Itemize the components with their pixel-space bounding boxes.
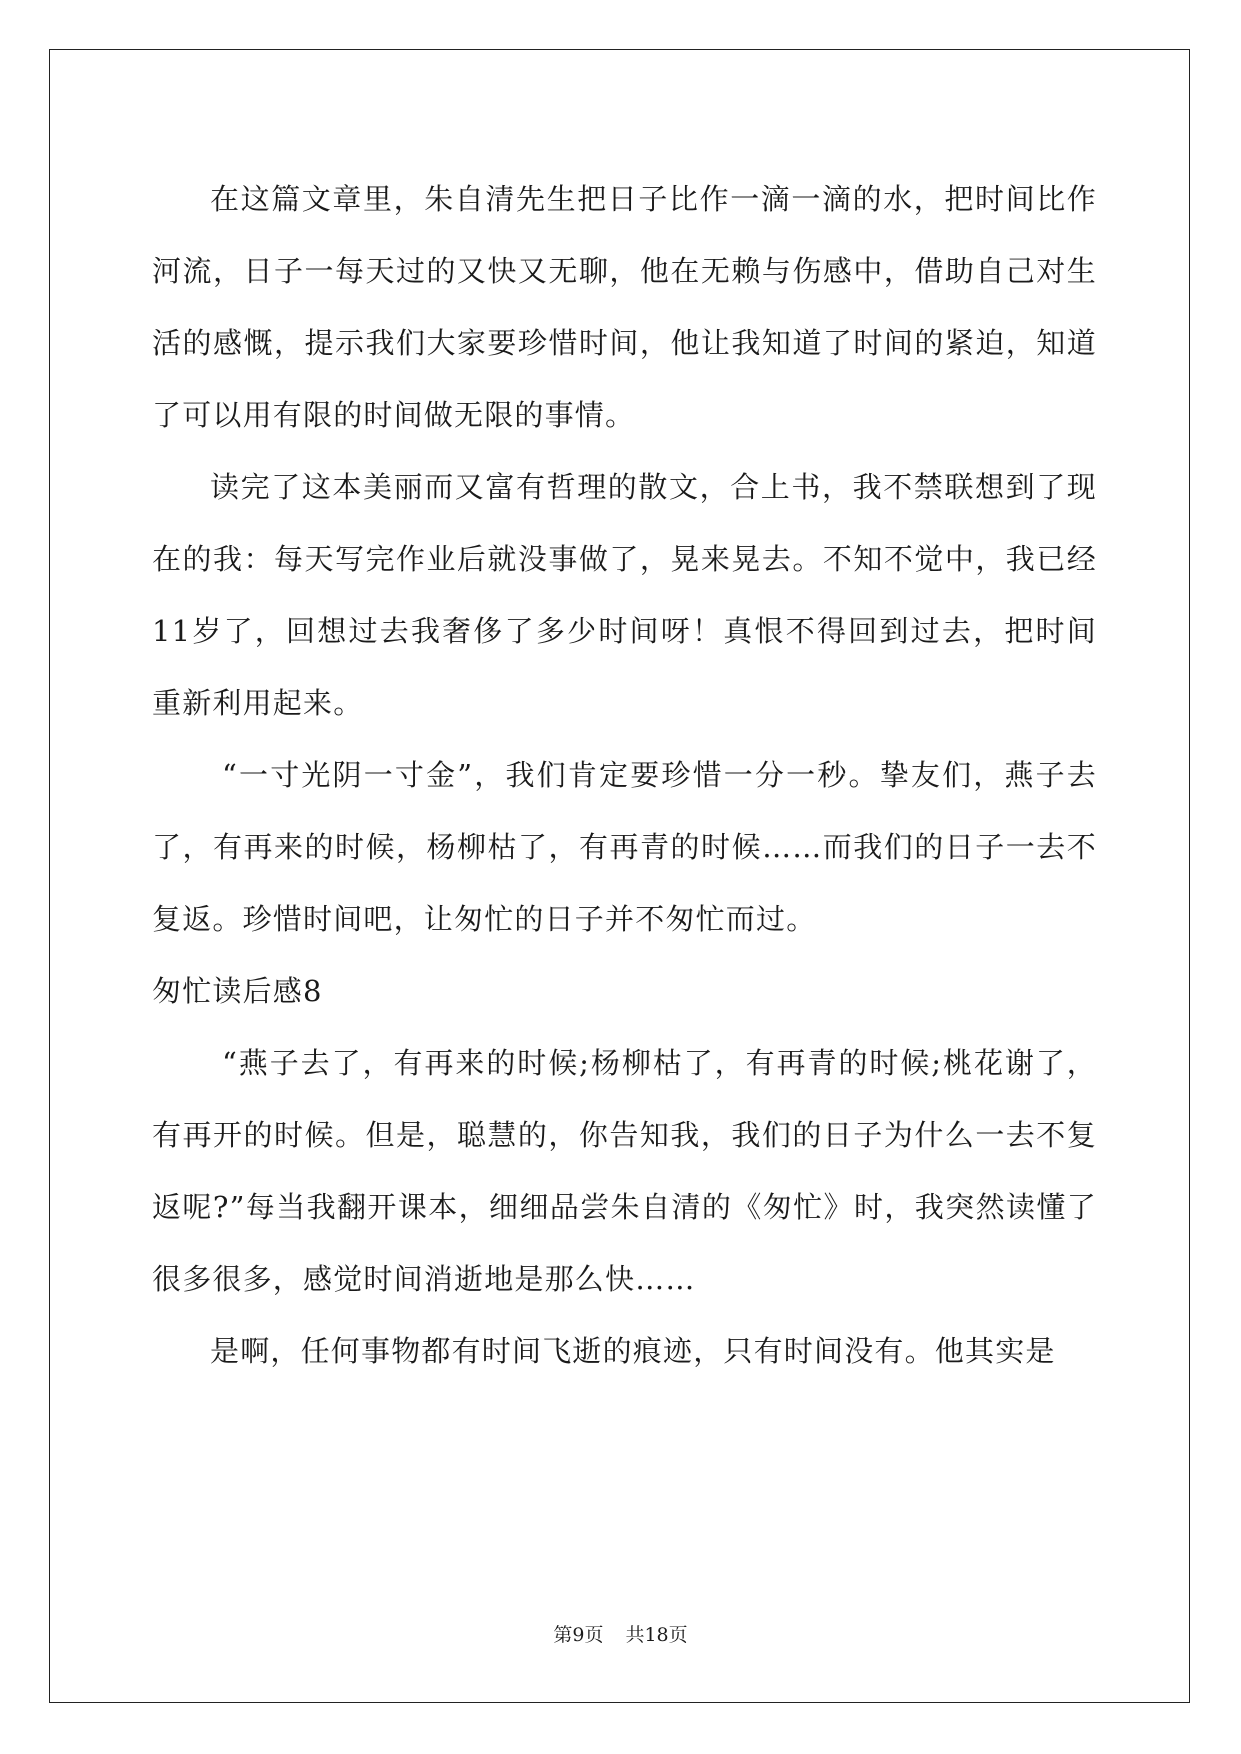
section-heading: 匆忙读后感8 bbox=[152, 974, 323, 1008]
paragraph-2: 读完了这本美丽而又富有哲理的散文，合上书，我不禁联想到了现在的我：每天写完作业后就没事做了，晃来晃去。不知不觉中，我已经11岁了，回想过去我奢侈了多少时间呀！真恨不得回到过去，把时间重新利用起来。 bbox=[152, 470, 1097, 720]
paragraph-4: “燕子去了，有再来的时候;杨柳枯了，有再青的时候;桃花谢了，有再开的时候。但是，聪慧的，你告知我，我们的日子为什么一去不复返呢?”每当我翻开课本，细细品尝朱自清的《匆忙》时，我突然读懂了很多很多，感觉时间消逝地是那么快…… bbox=[152, 1046, 1097, 1296]
paragraph-5: 是啊，任何事物都有时间飞逝的痕迹，只有时间没有。他其实是 bbox=[210, 1334, 1056, 1368]
page-number: 第9页 bbox=[553, 1624, 604, 1646]
page-footer bbox=[0, 1623, 1241, 1647]
document-body bbox=[152, 163, 1097, 1387]
page-total: 共18页 bbox=[625, 1624, 688, 1646]
paragraph-3: “一寸光阴一寸金”，我们肯定要珍惜一分一秒。挚友们，燕子去了，有再来的时候，杨柳枯了，有再青的时候……而我们的日子一去不复返。珍惜时间吧，让匆忙的日子并不匆忙而过。 bbox=[152, 758, 1097, 936]
paragraph-1: 在这篇文章里，朱自清先生把日子比作一滴一滴的水，把时间比作河流，日子一每天过的又快又无聊，他在无赖与伤感中，借助自己对生活的感慨，提示我们大家要珍惜时间，他让我知道了时间的紧迫，知道了可以用有限的时间做无限的事情。 bbox=[152, 182, 1097, 432]
